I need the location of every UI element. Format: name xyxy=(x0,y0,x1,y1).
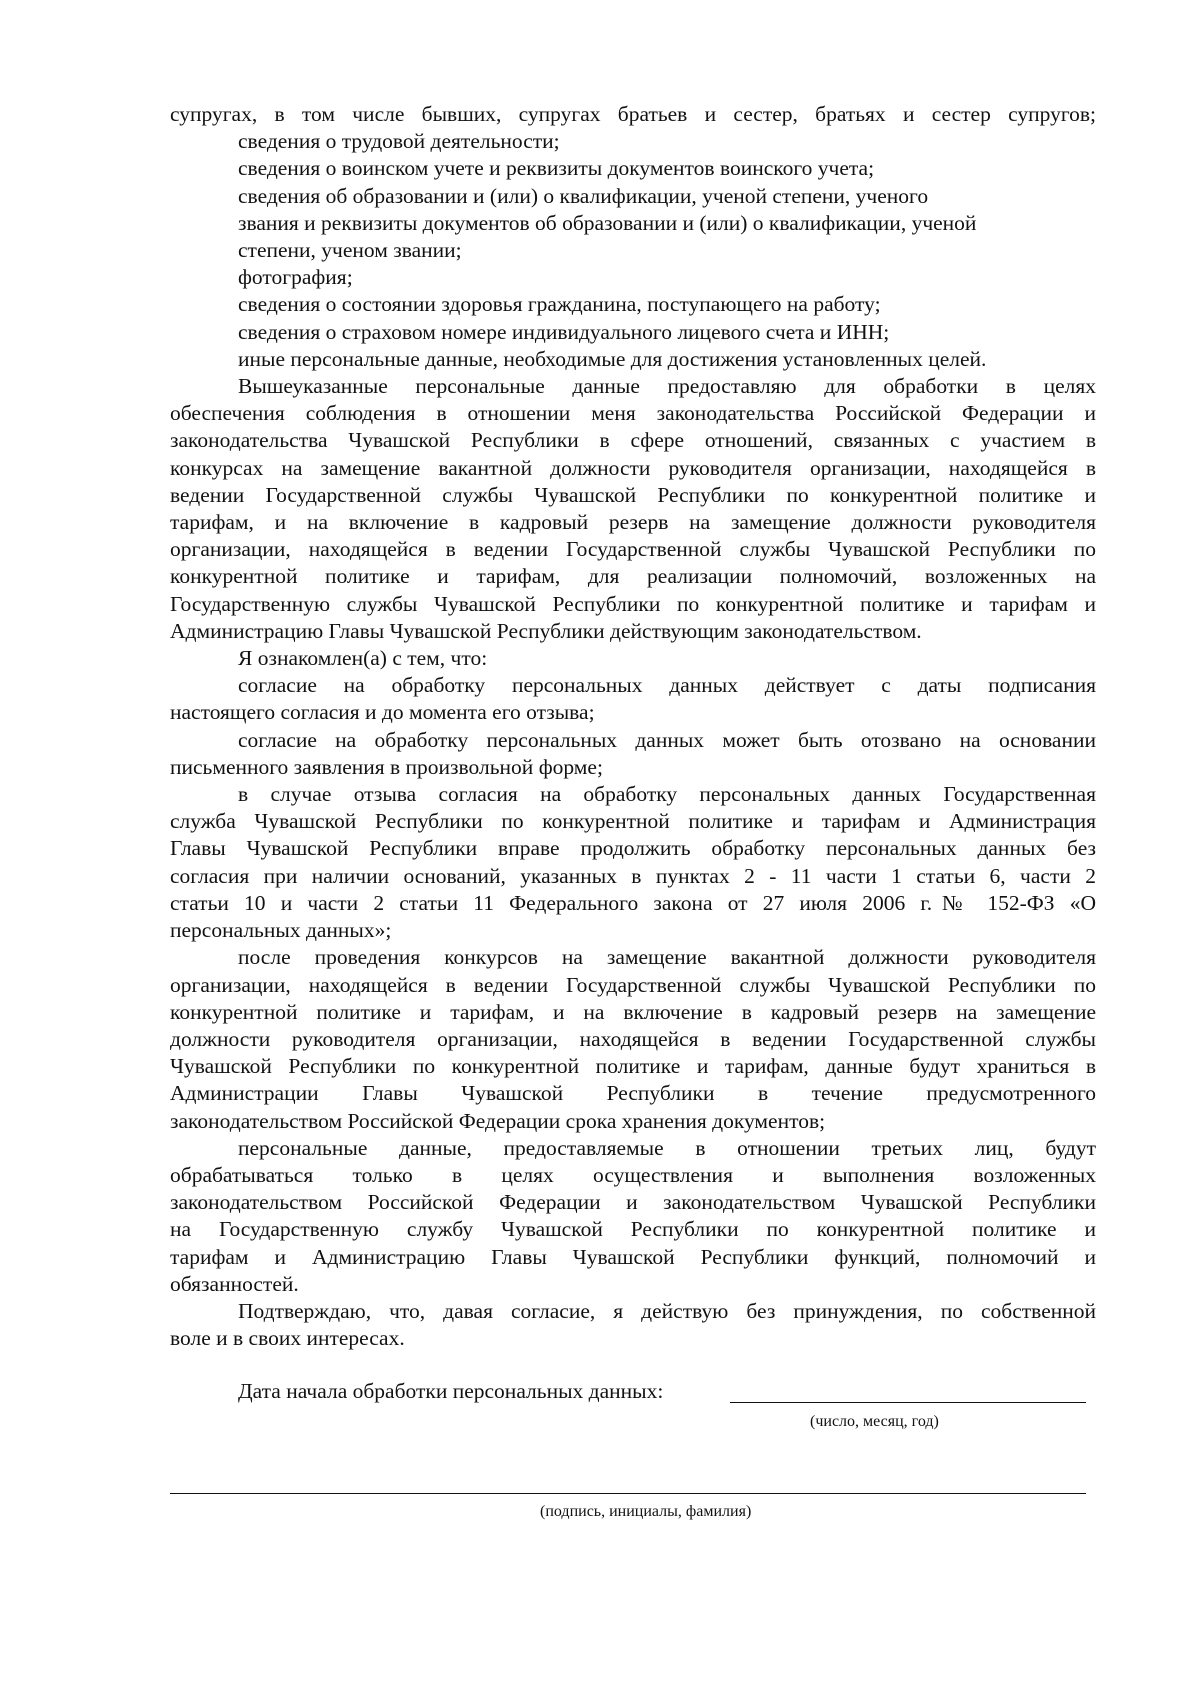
purpose-line: тарифам, и на включение в кадровый резерв на замещение должности руководителя xyxy=(170,510,1096,535)
document-body xyxy=(170,101,1096,1538)
confirm-line: воле и в своих интересах. xyxy=(170,1326,405,1351)
purpose-line: законодательства Чувашской Республики в сфере отношений, связанных с участием в xyxy=(170,428,1096,453)
list-item: звания и реквизиты документов об образовании и (или) о квалификации, ученой xyxy=(238,210,977,235)
signature-line[interactable] xyxy=(170,1493,1086,1494)
list-item: сведения о воинском учете и реквизиты документов воинского учета; xyxy=(238,156,875,181)
storage-line: после проведения конкурсов на замещение вакантной должности руководителя xyxy=(238,945,1096,970)
revoke-line: письменного заявления в произвольной форме; xyxy=(170,754,603,779)
list-item: фотография; xyxy=(238,265,353,290)
list-item: иные персональные данные, необходимые для достижения установленных целей. xyxy=(238,346,987,371)
storage-line: организации, находящейся в ведении Государственной службы Чувашской Республики по xyxy=(170,972,1096,997)
continue-line: статьи 10 и части 2 статьи 11 Федерального закона от 27 июля 2006 г.№ 152-ФЗ «О xyxy=(170,890,1096,915)
signature-caption: (подпись, инициалы, фамилия) xyxy=(540,1503,752,1521)
third-party-line: обрабатываться только в целях осуществления и выполнения возложенных xyxy=(170,1162,1096,1187)
list-item: сведения об образовании и (или) о квалификации, ученой степени, ученого xyxy=(238,183,929,208)
continue-line: служба Чувашской Республики по конкурентной политике и тарифам и Администрация xyxy=(170,809,1096,834)
purpose-line: обеспечения соблюдения в отношении меня законодательства Российской Федерации и xyxy=(170,401,1096,426)
validity-line: согласие на обработку персональных данных действует с даты подписания xyxy=(238,673,1096,698)
purpose-line: организации, находящейся в ведении Государственной службы Чувашской Республики по xyxy=(170,537,1096,562)
third-party-line: на Государственную службу Чувашской Республики по конкурентной политике и xyxy=(170,1217,1096,1242)
third-party-line: законодательством Российской Федерации и законодательством Чувашской Республики xyxy=(170,1190,1096,1215)
intro-line: супругах, в том числе бывших, супругах братьев и сестер, братьях и сестер супругов; xyxy=(170,102,1096,126)
storage-line: Чувашской Республики по конкурентной политике и тарифам, данные будут храниться в xyxy=(170,1054,1096,1079)
continue-line: согласия при наличии оснований, указанных в пунктах 2 - 11 части 1 статьи 6, части 2 xyxy=(170,863,1096,888)
third-party-line: персональные данные, предоставляемые в отношении третьих лиц, будут xyxy=(238,1135,1096,1160)
continue-line: Главы Чувашской Республики вправе продолжить обработку персональных данных без xyxy=(170,836,1096,861)
acquainted-line: Я ознакомлен(а) с тем, что: xyxy=(238,646,488,671)
purpose-line: конкурсах на замещение вакантной должности руководителя организации, находящейся в xyxy=(170,455,1096,480)
third-party-line: обязанностей. xyxy=(170,1271,299,1296)
date-input-line[interactable] xyxy=(730,1402,1086,1403)
purpose-line: Государственную службы Чувашской Республики по конкурентной политике и тарифам и xyxy=(170,591,1096,616)
list-item: сведения о трудовой деятельности; xyxy=(238,129,560,154)
list-item: степени, ученом звании; xyxy=(238,238,462,263)
spacer xyxy=(170,1352,1096,1378)
date-caption: (число, месяц, год) xyxy=(810,1413,939,1431)
revoke-line: согласие на обработку персональных данных может быть отозвано на основании xyxy=(238,727,1096,752)
purpose-line: ведении Государственной службы Чувашской Республики по конкурентной политике и xyxy=(170,482,1096,507)
purpose-line: конкурентной политике и тарифам, для реализации полномочий, возложенных на xyxy=(170,564,1096,589)
storage-line: Администрации Главы Чувашской Республики в течение предусмотренного xyxy=(170,1081,1096,1106)
date-label: Дата начала обработки персональных данных: xyxy=(238,1379,664,1404)
storage-line: законодательством Российской Федерации срока хранения документов; xyxy=(170,1108,826,1133)
list-item: сведения о страховом номере индивидуального лицевого счета и ИНН; xyxy=(238,319,890,344)
list-item: сведения о состоянии здоровья гражданина, поступающего на работу; xyxy=(238,292,881,317)
purpose-line: Вышеуказанные персональные данные предоставляю для обработки в целях xyxy=(238,374,1096,399)
signature-block xyxy=(170,1378,1096,1538)
storage-line: конкурентной политике и тарифам, и на включение в кадровый резерв на замещение xyxy=(170,999,1096,1024)
continue-line: в случае отзыва согласия на обработку персональных данных Государственная xyxy=(238,782,1096,807)
storage-line: должности руководителя организации, находящейся в ведении Государственной службы xyxy=(170,1026,1096,1051)
validity-line: настоящего согласия и до момента его отзыва; xyxy=(170,700,595,725)
confirm-line: Подтверждаю, что, давая согласие, я действую без принуждения, по собственной xyxy=(238,1298,1096,1323)
continue-line: персональных данных»; xyxy=(170,918,392,943)
purpose-line: Администрацию Главы Чувашской Республики действующим законодательством. xyxy=(170,618,922,643)
third-party-line: тарифам и Администрацию Главы Чувашской Республики функций, полномочий и xyxy=(170,1244,1096,1269)
